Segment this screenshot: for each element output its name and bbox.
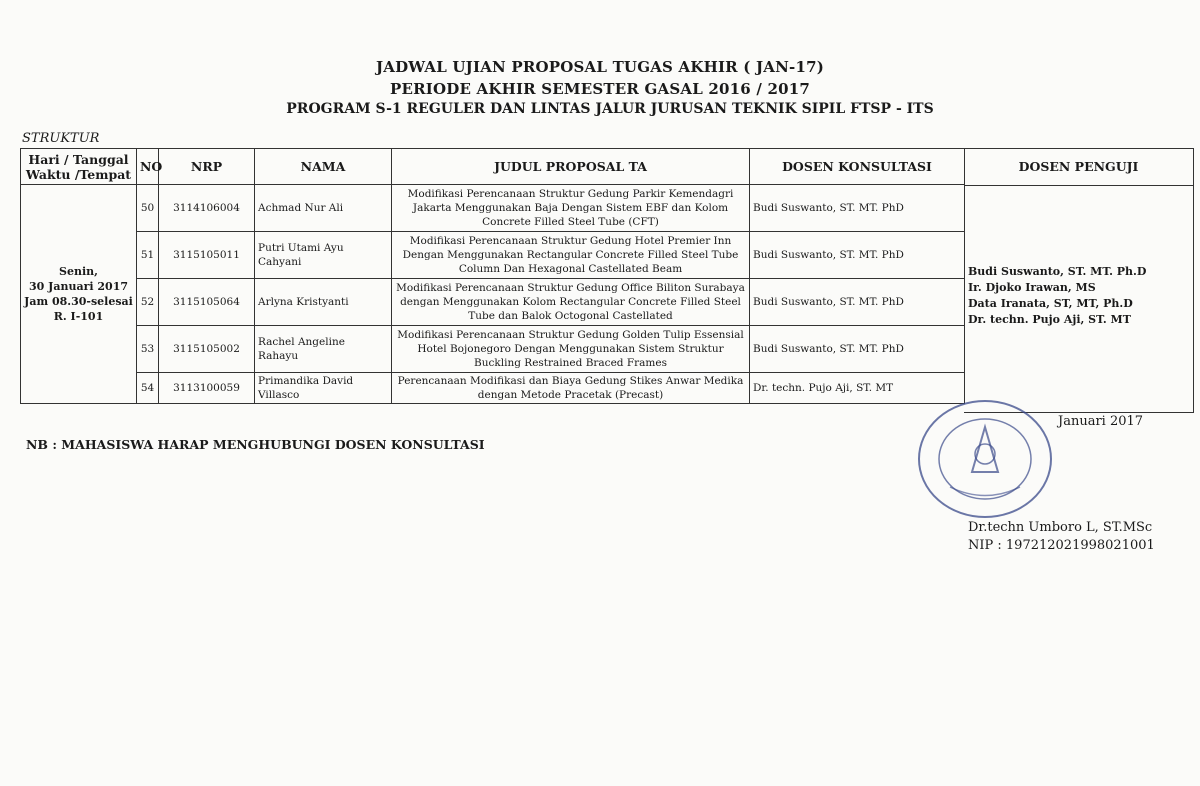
row-no: 52 [137, 279, 159, 326]
document-title: JADWAL UJIAN PROPOSAL TUGAS AKHIR ( JAN-17) [375, 58, 825, 76]
document-period: PERIODE AKHIR SEMESTER GASAL 2016 / 2017 [389, 80, 810, 98]
schedule-day: Senin, [59, 265, 98, 278]
row-nama: Achmad Nur Ali [255, 185, 392, 232]
row-judul: Modifikasi Perencanaan Struktur Gedung Parkir Kemendagri Jakarta Menggunakan Baja Dengan Sistem EBF dan Kolom Concrete Filled Steel Tube (CFT) [392, 185, 750, 232]
col-header-no: NO [137, 149, 159, 185]
table-row [21, 232, 965, 279]
row-judul: Modifikasi Perencanaan Struktur Gedung Office Biliton Surabaya dengan Menggunakan Kolom Rectangular Concrete Filled Steel Tube dan Balok Octogonal Castellated [392, 279, 750, 326]
section-label: STRUKTUR [22, 131, 100, 146]
institution-stamp [910, 392, 1060, 527]
table-row [21, 185, 965, 232]
schedule-room: R. I-101 [53, 310, 104, 323]
examiner-list [964, 186, 1193, 412]
col-header-day: Hari / Tanggal Waktu /Tempat [21, 149, 137, 185]
row-konsultasi: Budi Suswanto, ST. MT. PhD [750, 232, 965, 279]
table-row [21, 373, 965, 404]
col-header-nama: NAMA [255, 149, 392, 185]
row-judul: Modifikasi Perencanaan Struktur Gedung Hotel Premier Inn Dengan Menggunakan Rectangular Concrete Filled Steel Tube Column Dan Hexagonal Castellated Beam [392, 232, 750, 279]
col-header-judul: JUDUL PROPOSAL TA [392, 149, 750, 185]
row-konsultasi: Budi Suswanto, ST. MT. PhD [750, 326, 965, 373]
schedule-table [20, 148, 965, 404]
row-konsultasi: Budi Suswanto, ST. MT. PhD [750, 185, 965, 232]
examiner-name: Data Iranata, ST, MT, Ph.D [968, 297, 1133, 310]
schedule-cell [21, 185, 137, 404]
schedule-date: 30 Januari 2017 [28, 280, 128, 293]
examiner-name: Ir. Djoko Irawan, MS [968, 281, 1096, 294]
table-header-row [21, 149, 965, 185]
row-nrp: 3115105002 [159, 326, 255, 373]
row-nama: Arlyna Kristyanti [255, 279, 392, 326]
row-nama: Primandika David Villasco [255, 373, 392, 404]
row-judul: Perencanaan Modifikasi dan Biaya Gedung Stikes Anwar Medika dengan Metode Pracetak (Precast) [392, 373, 750, 404]
row-konsultasi: Dr. techn. Pujo Aji, ST. MT [750, 373, 965, 404]
row-konsultasi: Budi Suswanto, ST. MT. PhD [750, 279, 965, 326]
col-header-penguji: DOSEN PENGUJI [964, 149, 1193, 186]
signature-name: Dr.techn Umboro L, ST.MSc [968, 520, 1153, 535]
signature-nip: NIP : 197212021998021001 [968, 538, 1155, 553]
row-nrp: 3115105064 [159, 279, 255, 326]
table-row [21, 326, 965, 373]
row-no: 50 [137, 185, 159, 232]
row-no: 54 [137, 373, 159, 404]
note: NB : MAHASISWA HARAP MENGHUBUNGI DOSEN KONSULTASI [26, 437, 485, 452]
table-row [21, 279, 965, 326]
row-no: 53 [137, 326, 159, 373]
row-nama: Rachel Angeline Rahayu [255, 326, 392, 373]
row-no: 51 [137, 232, 159, 279]
examiner-name: Budi Suswanto, ST. MT. Ph.D [968, 265, 1147, 278]
examiner-column [964, 148, 1194, 413]
examiner-name: Dr. techn. Pujo Aji, ST. MT [968, 313, 1131, 326]
signature-date: Januari 2017 [1058, 414, 1144, 429]
document-program: PROGRAM S-1 REGULER DAN LINTAS JALUR JURUSAN TEKNIK SIPIL FTSP - ITS [286, 101, 934, 117]
col-header-nrp: NRP [159, 149, 255, 185]
row-judul: Modifikasi Perencanaan Struktur Gedung Golden Tulip Essensial Hotel Bojonegoro Dengan Menggunakan Sistem Struktur Buckling Restrained Braced Frames [392, 326, 750, 373]
schedule-time: Jam 08.30-selesai [24, 295, 133, 308]
row-nrp: 3115105011 [159, 232, 255, 279]
row-nrp: 3113100059 [159, 373, 255, 404]
row-nrp: 3114106004 [159, 185, 255, 232]
col-header-konsultasi: DOSEN KONSULTASI [750, 149, 965, 185]
row-nama: Putri Utami Ayu Cahyani [255, 232, 392, 279]
